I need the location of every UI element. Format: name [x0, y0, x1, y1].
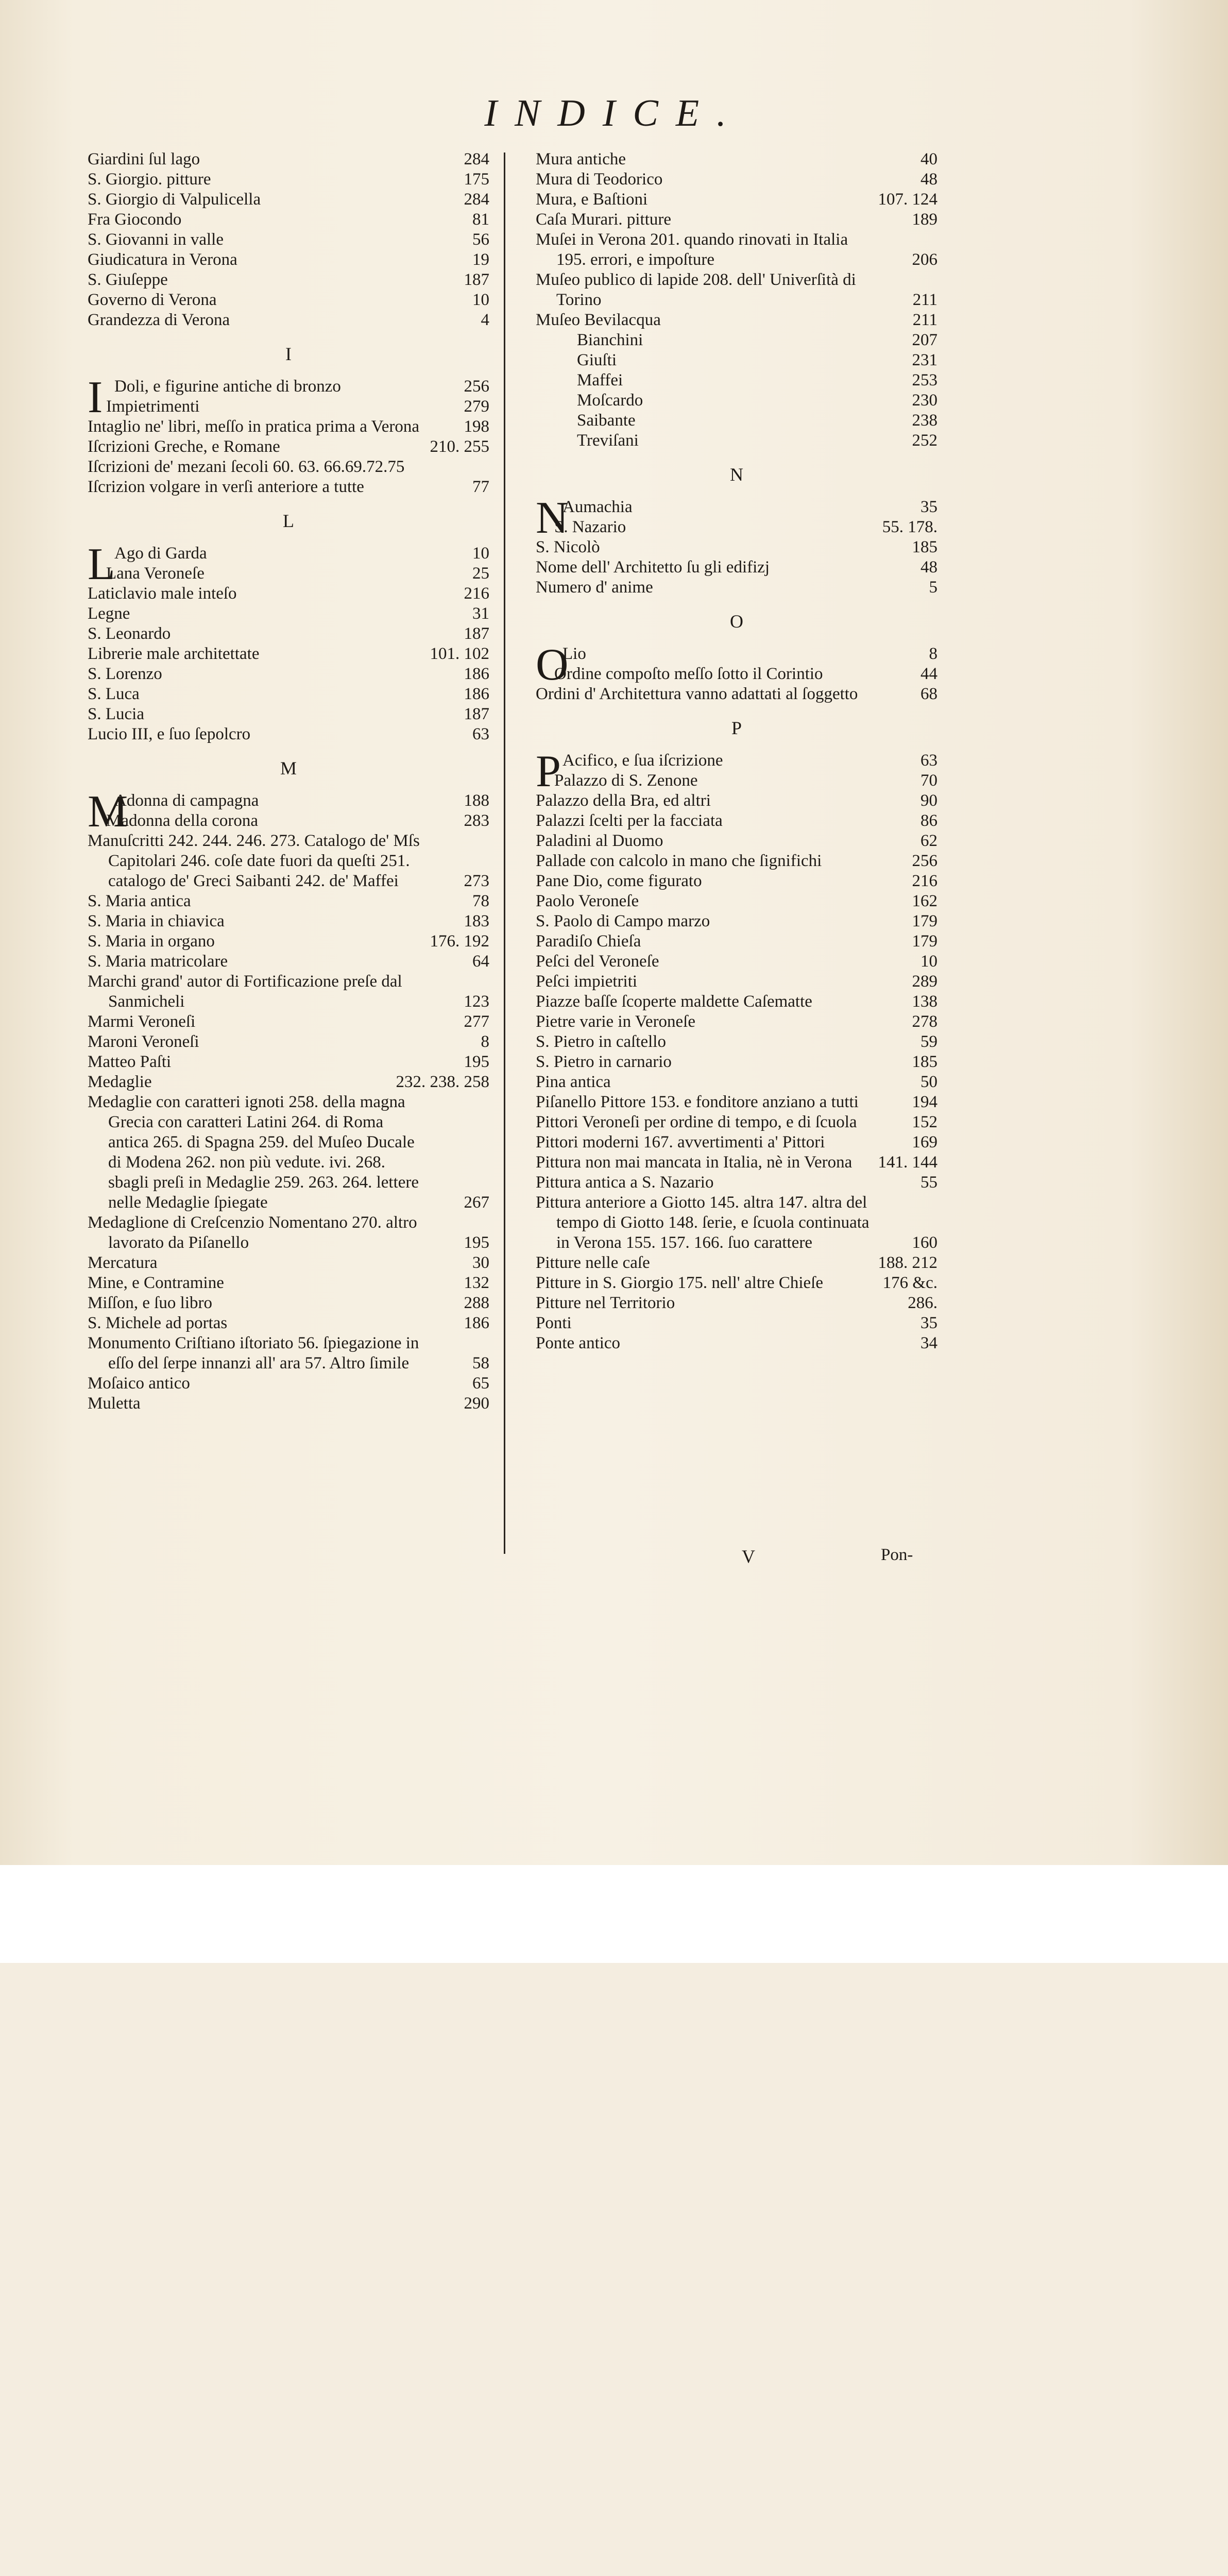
index-entry	[536, 1173, 937, 1193]
page-reference: 176 &c.	[882, 1274, 937, 1292]
page-reference: 187	[464, 624, 489, 643]
entry-text: Pallade con calcolo in mano che ſignifichi	[536, 852, 822, 870]
page-reference: 19	[472, 250, 489, 269]
index-entry	[88, 972, 489, 1012]
page-reference: 256	[464, 377, 489, 396]
index-entry	[536, 270, 937, 310]
index-entry	[536, 992, 937, 1012]
index-entry	[536, 1072, 937, 1092]
page-reference: 283	[464, 811, 489, 830]
page-title: INDICE.	[484, 92, 744, 134]
index-entry	[536, 1012, 937, 1032]
entry-text: Ordini d' Architettura vanno adattati al ſoggetto	[536, 685, 858, 703]
entry-text: Pitture nelle caſe	[536, 1253, 650, 1272]
index-entry	[536, 330, 937, 350]
page-reference: 188	[464, 791, 489, 810]
entry-text: Nome dell' Architetto ſu gli edifizj	[536, 558, 770, 577]
page-reference: 25	[472, 564, 489, 583]
entry-text: Peſci del Veroneſe	[536, 952, 659, 971]
entry-text: Legne	[88, 604, 130, 623]
entry-text: Marmi Veroneſi	[88, 1012, 196, 1031]
index-entry	[536, 1153, 937, 1173]
index-entry	[536, 1132, 937, 1153]
page-reference: 195	[464, 1053, 489, 1071]
page-reference: 206	[912, 250, 937, 269]
index-entry	[88, 1032, 489, 1052]
drop-capital: O	[536, 640, 569, 690]
index-entry	[536, 190, 937, 210]
entry-text: S. Paolo di Campo marzo	[536, 912, 710, 930]
entry-text: Miſſon, e ſuo libro	[88, 1294, 212, 1312]
index-entry	[88, 604, 489, 624]
entry-text: Ago di Garda	[114, 544, 207, 563]
entry-text: Ponti	[536, 1314, 572, 1332]
page-reference: 64	[472, 952, 489, 971]
page-reference: 56	[472, 230, 489, 249]
entry-text: Fra Giocondo	[88, 210, 182, 229]
index-entry	[536, 210, 937, 230]
entry-text: Muſeo Bevilacqua	[536, 311, 661, 329]
page-reference: 63	[920, 751, 937, 770]
index-entry	[88, 831, 489, 891]
page-reference: 183	[464, 912, 489, 930]
entry-text: Iſcrizioni de' mezani ſecoli 60. 63. 66.69.72.75	[88, 457, 405, 476]
page-reference: 48	[920, 170, 937, 189]
index-entry	[88, 644, 489, 664]
entry-text: S. Giorgio di Valpulicella	[88, 190, 261, 209]
entry-text: Mura di Teodorico	[536, 170, 663, 189]
entry-text: Mine, e Contramine	[88, 1274, 224, 1292]
entry-text: Grandezza di Verona	[88, 311, 230, 329]
index-entry	[536, 431, 937, 451]
page-reference: 179	[912, 912, 937, 930]
page-reference: 58	[472, 1354, 489, 1372]
page-reference: 50	[920, 1073, 937, 1091]
entry-text: Paladini al Duomo	[536, 832, 663, 850]
page-reference: 185	[912, 538, 937, 556]
page-reference: 63	[472, 725, 489, 743]
entry-text: S. Leonardo	[88, 624, 171, 643]
entry-text: Piazze baſſe ſcoperte maldette Caſematte	[536, 992, 812, 1011]
entry-text: S. Lorenzo	[88, 665, 162, 683]
index-entry	[88, 1313, 489, 1333]
entry-text: S. Giuſeppe	[88, 270, 168, 289]
entry-text: Mercatura	[88, 1253, 158, 1272]
drop-capital: I	[88, 372, 103, 422]
page-reference: 288	[464, 1294, 489, 1312]
entry-text: Governo di Verona	[88, 291, 217, 309]
page-reference: 176. 192	[430, 932, 489, 951]
index-entry	[88, 1394, 489, 1414]
page-reference: 289	[912, 972, 937, 991]
entry-text: Pitture in S. Giorgio 175. nell' altre Chieſe	[536, 1274, 824, 1292]
index-entry	[88, 417, 489, 437]
index-entry	[88, 684, 489, 704]
page-reference: 31	[472, 604, 489, 623]
index-entry	[536, 517, 937, 537]
index-entry	[536, 831, 937, 851]
entry-text: Muſeo publico di lapide 208. dell' Univerſità di Torino	[536, 270, 856, 309]
entry-text: Pittura non mai mancata in Italia, nè in Verona	[536, 1153, 852, 1172]
index-entry	[88, 250, 489, 270]
page-reference: 8	[929, 645, 937, 663]
entry-text: S. Maria in organo	[88, 932, 215, 951]
index-entry	[88, 477, 489, 497]
index-entry	[536, 1052, 937, 1072]
index-entry	[536, 578, 937, 598]
index-entry	[536, 952, 937, 972]
page-reference: 123	[464, 992, 489, 1011]
page-reference: 216	[464, 584, 489, 603]
entry-text: Numero d' anime	[536, 578, 653, 597]
index-entry	[88, 149, 489, 170]
page-reference: 187	[464, 270, 489, 289]
index-entry	[536, 411, 937, 431]
page-reference: 35	[920, 1314, 937, 1332]
entry-text: Lana Veroneſe	[106, 564, 204, 583]
index-entry	[88, 724, 489, 744]
entry-text: Maroni Veroneſi	[88, 1032, 199, 1051]
index-entry	[88, 1052, 489, 1072]
entry-text: Palazzo di S. Zenone	[554, 771, 698, 790]
page-reference: 44	[920, 665, 937, 683]
index-entry	[88, 1293, 489, 1313]
entry-text: Giardini ſul lago	[88, 150, 200, 168]
entry-text: Giuſti	[577, 351, 617, 369]
index-entry	[88, 931, 489, 952]
index-entry	[536, 310, 937, 330]
index-entry	[536, 170, 937, 190]
page-reference: 256	[912, 852, 937, 870]
page-reference: 55. 178.	[882, 518, 937, 536]
page-reference: 10	[472, 544, 489, 563]
page-reference: 230	[912, 391, 937, 410]
page-reference: 160	[912, 1233, 937, 1252]
index-entry	[536, 911, 937, 931]
page-reference: 284	[464, 190, 489, 209]
index-column-right	[536, 149, 937, 1353]
page-reference: 70	[920, 771, 937, 790]
index-entry	[536, 931, 937, 952]
entry-text: Muletta	[88, 1394, 141, 1413]
catchword: Pon-	[881, 1546, 913, 1564]
page-reference: 48	[920, 558, 937, 577]
index-entry	[536, 149, 937, 170]
index-entry	[88, 811, 489, 831]
entry-text: Acifico, e ſua iſcrizione	[562, 751, 723, 770]
entry-text: Peſci impietriti	[536, 972, 638, 991]
page-reference: 152	[912, 1113, 937, 1131]
page-reference: 232. 238. 258	[396, 1073, 489, 1091]
index-column-left	[88, 149, 489, 1414]
page-reference: 101. 102	[430, 645, 489, 663]
entry-text: S. Lucia	[88, 705, 144, 723]
index-entry	[88, 1072, 489, 1092]
entry-text: Moſaico antico	[88, 1374, 190, 1393]
entry-text: Librerie male architettate	[88, 645, 260, 663]
page-reference: 279	[464, 397, 489, 416]
entry-text: Lio	[562, 645, 586, 663]
page-reference: 273	[464, 872, 489, 890]
signature-mark: V	[742, 1546, 755, 1567]
entry-text: Pitture nel Territorio	[536, 1294, 675, 1312]
entry-text: S. Nazario	[554, 518, 626, 536]
index-entry	[88, 584, 489, 604]
index-entry	[536, 771, 937, 791]
drop-capital: P	[536, 747, 561, 796]
index-entry	[536, 1273, 937, 1293]
page-reference: 231	[912, 351, 937, 369]
index-entry	[536, 684, 937, 704]
index-entry	[88, 210, 489, 230]
index-entry	[536, 1193, 937, 1253]
page-reference: 77	[472, 478, 489, 496]
page-reference: 284	[464, 150, 489, 168]
index-entry	[536, 791, 937, 811]
entry-text: S. Pietro in caſtello	[536, 1032, 666, 1051]
entry-text: S. Giovanni in valle	[88, 230, 224, 249]
entry-text: Palazzo della Bra, ed altri	[536, 791, 711, 810]
index-entry	[536, 851, 937, 871]
page-reference: 10	[920, 952, 937, 971]
entry-text: Paradiſo Chieſa	[536, 932, 641, 951]
index-entry	[536, 664, 937, 684]
entry-text: S. Luca	[88, 685, 140, 703]
page-reference: 188. 212	[878, 1253, 937, 1272]
page-reference: 186	[464, 1314, 489, 1332]
index-entry	[88, 911, 489, 931]
page-reference: 216	[912, 872, 937, 890]
entry-text: S. Maria matricolare	[88, 952, 228, 971]
index-entry	[88, 1273, 489, 1293]
footer-bar	[0, 1865, 1228, 1963]
index-entry	[88, 270, 489, 290]
entry-text: Pittura anteriore a Giotto 145. altra 147. altra del tempo di Giotto 148. ſerie, e ſcuola continuata in Verona 155. 157. 166. ſuo carattere	[536, 1193, 869, 1252]
page-reference: 68	[920, 685, 937, 703]
page-reference: 211	[912, 311, 937, 329]
page-reference: 34	[920, 1334, 937, 1352]
index-entry	[536, 972, 937, 992]
entry-text: S. Maria in chiavica	[88, 912, 225, 930]
page-reference: 55	[920, 1173, 937, 1192]
page-reference: 175	[464, 170, 489, 189]
entry-text: Monumento Criſtiano iſtoriato 56. ſpiegazione in eſſo del ſerpe innanzi all' ara 57. Altro ſimile	[88, 1334, 419, 1372]
index-entry	[536, 537, 937, 557]
index-entry	[88, 230, 489, 250]
section-letter: M	[280, 758, 297, 778]
section-letter: P	[731, 718, 742, 738]
page-reference: 65	[472, 1374, 489, 1393]
entry-text: Paolo Veroneſe	[536, 892, 639, 910]
page-reference: 5	[929, 578, 937, 597]
index-entry	[88, 1333, 489, 1374]
page-reference: 90	[920, 791, 937, 810]
index-entry	[88, 664, 489, 684]
page-reference: 195	[464, 1233, 489, 1252]
entry-text: Pina antica	[536, 1073, 611, 1091]
index-entry	[536, 891, 937, 911]
entry-text: Pittura antica a S. Nazario	[536, 1173, 714, 1192]
page-reference: 277	[464, 1012, 489, 1031]
index-entry	[536, 811, 937, 831]
entry-text: Pane Dio, come figurato	[536, 872, 702, 890]
entry-text: Ordine compoſto meſſo ſotto il Corintio	[554, 665, 823, 683]
entry-text: Caſa Murari. pitture	[536, 210, 672, 229]
page-reference: 59	[920, 1032, 937, 1051]
page-reference: 210. 255	[430, 437, 489, 456]
entry-text: Iſcrizion volgare in verſi anteriore a tutte	[88, 478, 364, 496]
index-entry	[88, 1253, 489, 1273]
entry-text: Intaglio ne' libri, meſſo in pratica prima a Verona	[88, 417, 420, 436]
entry-text: Laticlavio male inteſo	[88, 584, 237, 603]
entry-text: Medaglie con caratteri ignoti 258. della magna Grecia con caratteri Latini 264. di Roma antica 265. di Spagna 259. del Muſeo Ducale di Modena 262. non più vedute. ivi. 268. sbagli preſi in Medaglie 259. 263. 264. lettere nelle Medaglie ſpiegate	[88, 1093, 419, 1212]
drop-capital: L	[88, 539, 115, 589]
index-entry	[536, 1032, 937, 1052]
index-entry	[88, 310, 489, 330]
index-entry	[88, 437, 489, 457]
index-entry	[88, 1092, 489, 1213]
index-entry	[536, 1293, 937, 1313]
entry-text: Madonna della corona	[106, 811, 259, 830]
page-reference: 267	[464, 1193, 489, 1212]
page-reference: 86	[920, 811, 937, 830]
entry-text: Piſanello Pittore 153. e fonditore anziano a tutti	[536, 1093, 859, 1111]
index-entry	[88, 397, 489, 417]
page-reference: 238	[912, 411, 937, 430]
entry-text: S. Michele ad portas	[88, 1314, 228, 1332]
page-reference: 8	[481, 1032, 489, 1051]
page-reference: 290	[464, 1394, 489, 1413]
page-reference: 62	[920, 832, 937, 850]
page-reference: 185	[912, 1053, 937, 1071]
page-reference: 278	[912, 1012, 937, 1031]
section-letter: N	[730, 464, 743, 485]
index-entry	[88, 704, 489, 724]
index-entry	[536, 871, 937, 891]
drop-capital: M	[88, 787, 128, 837]
index-entry	[88, 290, 489, 310]
page-reference: 194	[912, 1093, 937, 1111]
section-letter: O	[730, 611, 743, 632]
page-reference: 138	[912, 992, 937, 1011]
page-reference: 4	[481, 311, 489, 329]
index-entry	[536, 1253, 937, 1273]
page-reference: 187	[464, 705, 489, 723]
page-reference: 169	[912, 1133, 937, 1151]
entry-text: S. Nicolò	[536, 538, 600, 556]
entry-text: Mura antiche	[536, 150, 626, 168]
page-reference: 198	[464, 417, 489, 436]
column-divider	[504, 152, 505, 1554]
index-entry	[536, 1333, 937, 1353]
entry-text: Treviſani	[577, 431, 639, 450]
page-reference: 189	[912, 210, 937, 229]
index-entry	[536, 350, 937, 370]
page-reference: 132	[464, 1274, 489, 1292]
index-entry	[536, 1092, 937, 1112]
index-entry	[536, 230, 937, 270]
entry-text: Maffei	[577, 371, 623, 389]
entry-text: Palazzi ſcelti per la facciata	[536, 811, 723, 830]
page-reference: 35	[920, 498, 937, 516]
entry-text: Ponte antico	[536, 1334, 621, 1352]
page-reference: 286.	[908, 1294, 937, 1312]
entry-text: Medaglione di Creſcenzio Nomentano 270. altro lavorato da Piſanello	[88, 1213, 417, 1252]
entry-text: S. Maria antica	[88, 892, 191, 910]
entry-text: S. Pietro in carnario	[536, 1053, 672, 1071]
page-reference: 81	[472, 210, 489, 229]
entry-text: S. Giorgio. pitture	[88, 170, 211, 189]
entry-text: Mura, e Baſtioni	[536, 190, 648, 209]
entry-text: Iſcrizioni Greche, e Romane	[88, 437, 280, 456]
entry-text: Marchi grand' autor di Fortificazione preſe dal Sanmicheli	[88, 972, 402, 1011]
page-reference: 10	[472, 291, 489, 309]
index-entry	[536, 370, 937, 391]
index-entry	[536, 391, 937, 411]
page-reference: 30	[472, 1253, 489, 1272]
entry-text: Matteo Paſti	[88, 1053, 172, 1071]
page-reference: 186	[464, 685, 489, 703]
section-letter: L	[283, 511, 294, 531]
page-reference: 162	[912, 892, 937, 910]
page-reference: 211	[912, 291, 937, 309]
entry-text: Lucio III, e ſuo ſepolcro	[88, 725, 251, 743]
index-entry	[88, 624, 489, 644]
entry-text: Aumachia	[562, 498, 633, 516]
page-reference: 253	[912, 371, 937, 389]
index-entry	[88, 190, 489, 210]
index-entry	[88, 1213, 489, 1253]
page-reference: 40	[920, 150, 937, 168]
entry-text: Pietre varie in Veroneſe	[536, 1012, 696, 1031]
page-reference: 107. 124	[878, 190, 937, 209]
entry-text: Giudicatura in Verona	[88, 250, 237, 269]
index-entry	[536, 1112, 937, 1132]
page-reference: 179	[912, 932, 937, 951]
index-entry	[88, 1374, 489, 1394]
entry-text: Moſcardo	[577, 391, 643, 410]
section-letter: I	[285, 344, 292, 364]
index-entry	[536, 557, 937, 578]
entry-text: Muſei in Verona 201. quando rinovati in Italia 195. errori, e impoſture	[536, 230, 848, 269]
index-entry	[88, 170, 489, 190]
page-reference: 78	[472, 892, 489, 910]
entry-text: Pittori Veroneſi per ordine di tempo, e di ſcuola	[536, 1113, 857, 1131]
page-reference: 207	[912, 331, 937, 349]
entry-text: Adonna di campagna	[114, 791, 259, 810]
page-reference: 141. 144	[878, 1153, 937, 1172]
drop-capital: N	[536, 493, 569, 543]
entry-text: Impietrimenti	[106, 397, 200, 416]
index-entry	[536, 1313, 937, 1333]
index-entry	[88, 457, 489, 477]
entry-text: Medaglie	[88, 1073, 152, 1091]
page-reference: 252	[912, 431, 937, 450]
index-entry	[88, 1012, 489, 1032]
entry-text: Doli, e figurine antiche di bronzo	[114, 377, 341, 396]
index-entry	[88, 564, 489, 584]
entry-text: Pittori moderni 167. avvertimenti a' Pittori	[536, 1133, 825, 1151]
entry-text: Bianchini	[577, 331, 643, 349]
index-entry	[88, 952, 489, 972]
entry-text: Manuſcritti 242. 244. 246. 273. Catalogo de' Mſs Capitolari 246. coſe date fuori da queſti 251. catalogo de' Greci Saibanti 242. de' Maffei	[88, 832, 420, 890]
entry-text: Saibante	[577, 411, 636, 430]
page-reference: 186	[464, 665, 489, 683]
index-entry	[88, 891, 489, 911]
